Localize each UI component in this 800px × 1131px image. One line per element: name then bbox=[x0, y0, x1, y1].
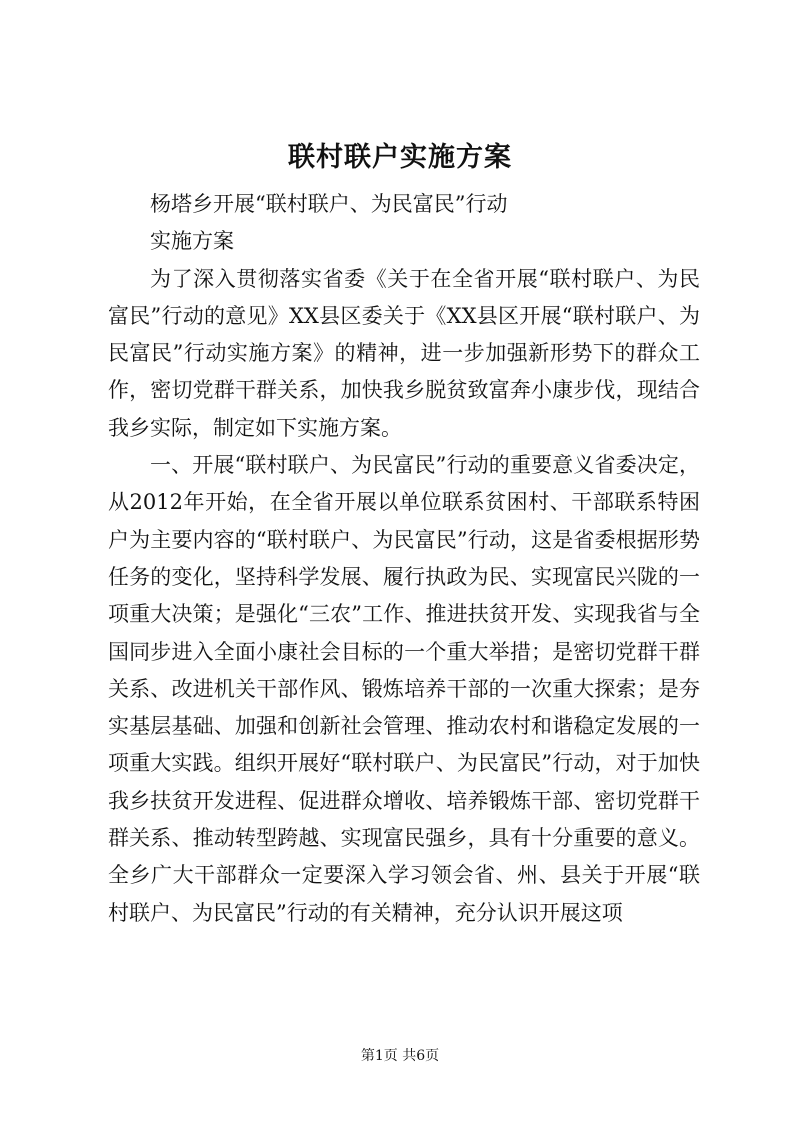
page-number-footer: 第1页 共6页 bbox=[360, 1048, 440, 1064]
intro-paragraph: 为了深入贯彻落实省委《关于在全省开展“联村联户、为民富民”行动的意见》XX县区委关于《XX县区开展“联村联户、为民富民”行动实施方案》的精神，进一步加强新形势下的群众工作，密切党群干群关系，加快我乡脱贫致富奔小康步伐，现结合我乡实际，制定如下实施方案。 bbox=[108, 266, 700, 440]
section-one-paragraph: 一、开展“联村联户、为民富民”行动的重要意义省委决定，从2012年开始，在全省开展以单位联系贫困村、干部联系特困户为主要内容的“联村联户、为民富民”行动，这是省委根据形势任务的变化，坚持科学发展、履行执政为民、实现富民兴陇的一项重大决策；是强化“三农”工作、推进扶贫开发、实现我省与全国同步进入全面小康社会目标的一个重大举措；是密切党群干群关系、改进机关干部作风、锻炼培养干部的一次重大探索；是夯实基层基础、加强和创新社会管理、推动农村和谐稳定发展的一项重大实践。组织开展好“联村联户、为民富民”行动，对于加快我乡扶贫开发进程、促进群众增收、培养锻炼干部、密切党群干群关系、推动转型跨越、实现富民强乡，具有十分重要的意义。全乡广大干部群众一定要深入学习领会省、州、县关于开展“联村联户、为民富民”行动的有关精神，充分认识开展这项 bbox=[108, 453, 700, 925]
subtitle-line-1: 杨塔乡开展“联村联户、为民富民”行动 bbox=[150, 192, 508, 216]
document-title: 联村联户实施方案 bbox=[288, 142, 512, 173]
document-body bbox=[108, 186, 700, 932]
subtitle-line-2: 实施方案 bbox=[150, 229, 234, 254]
